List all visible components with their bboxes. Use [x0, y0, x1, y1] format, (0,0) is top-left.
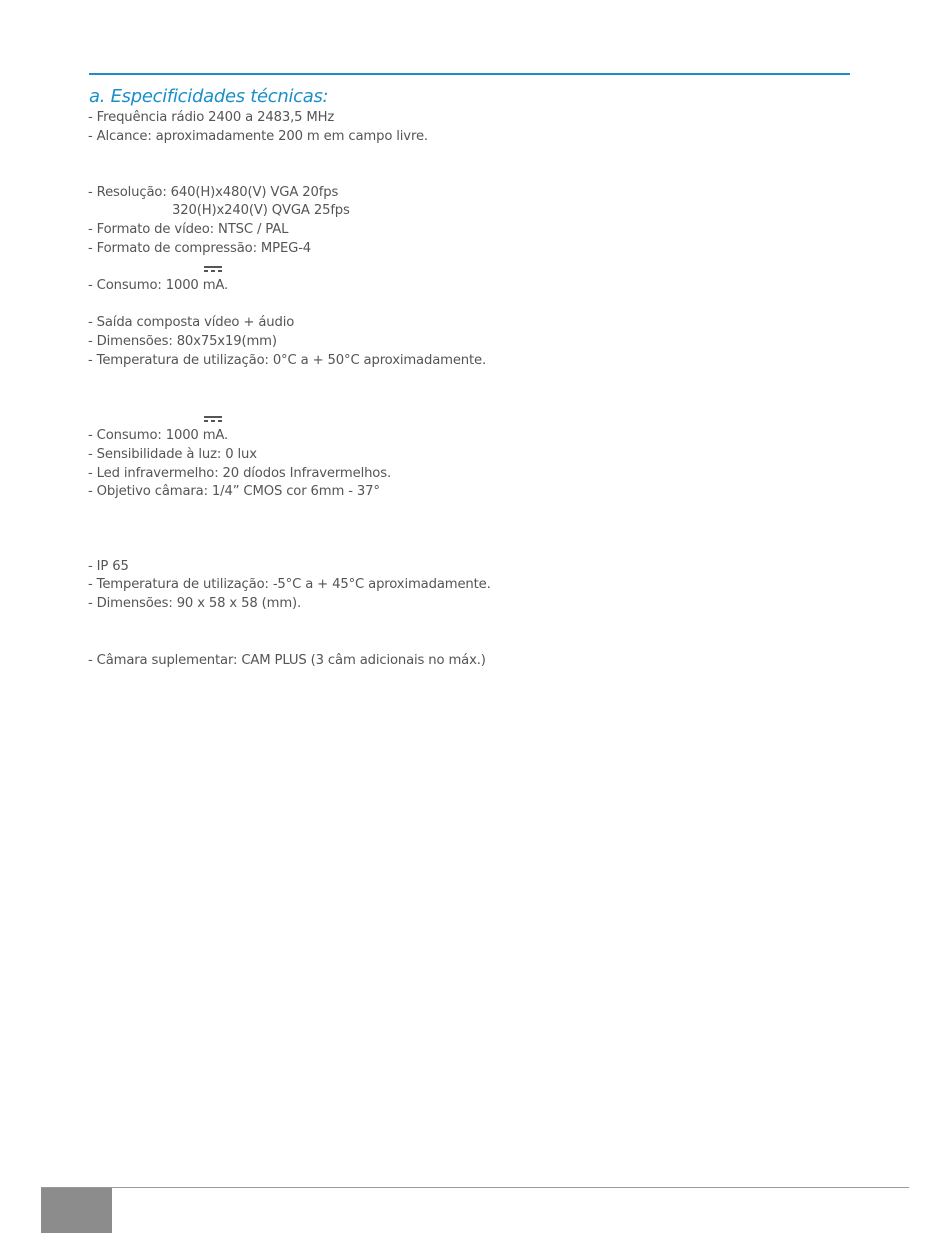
- spec-infrared-led: - Led infravermelho: 20 díodos Infravermelhos.: [88, 466, 391, 481]
- spec-dimensions: - Dimensões: 80x75x19(mm): [88, 334, 277, 349]
- spec-camera-lens: - Objetivo câmara: 1/4” CMOS cor 6mm - 37°: [88, 484, 380, 499]
- spec-video-format: - Formato de vídeo: NTSC / PAL: [88, 222, 289, 237]
- direct-current-icon: [204, 266, 222, 273]
- footer-rule: [41, 1187, 909, 1188]
- spec-resolution-qvga: 320(H)x240(V) QVGA 25fps: [172, 203, 350, 218]
- direct-current-icon: [204, 416, 222, 423]
- spec-compression-format: - Formato de compressão: MPEG-4: [88, 241, 312, 256]
- spec-light-sensitivity: - Sensibilidade à luz: 0 lux: [88, 447, 257, 462]
- page-number-tab: [41, 1188, 112, 1233]
- section-heading: a. Especificidades técnicas:: [89, 86, 329, 107]
- header-rule: [89, 73, 850, 75]
- spec-range: - Alcance: aproximadamente 200 m em campo livre.: [88, 129, 428, 144]
- spec-resolution: - Resolução: 640(H)x480(V) VGA 20fps: [88, 185, 339, 200]
- spec-camera-operating-temperature: - Temperatura de utilização: -5°C a + 45°C aproximadamente.: [88, 577, 491, 592]
- spec-radio-frequency: - Frequência rádio 2400 a 2483,5 MHz: [88, 110, 335, 125]
- spec-additional-camera: - Câmara suplementar: CAM PLUS (3 câm adicionais no máx.): [88, 653, 486, 668]
- spec-operating-temperature: - Temperatura de utilização: 0°C a + 50°C aproximadamente.: [88, 353, 487, 368]
- spec-ip-rating: - IP 65: [88, 559, 129, 574]
- spec-camera-consumption: - Consumo: 1000 mA.: [88, 428, 229, 443]
- spec-camera-dimensions: - Dimensões: 90 x 58 x 58 (mm).: [88, 596, 302, 611]
- spec-composite-output: - Saída composta vídeo + áudio: [88, 315, 295, 330]
- spec-consumption: - Consumo: 1000 mA.: [88, 278, 229, 293]
